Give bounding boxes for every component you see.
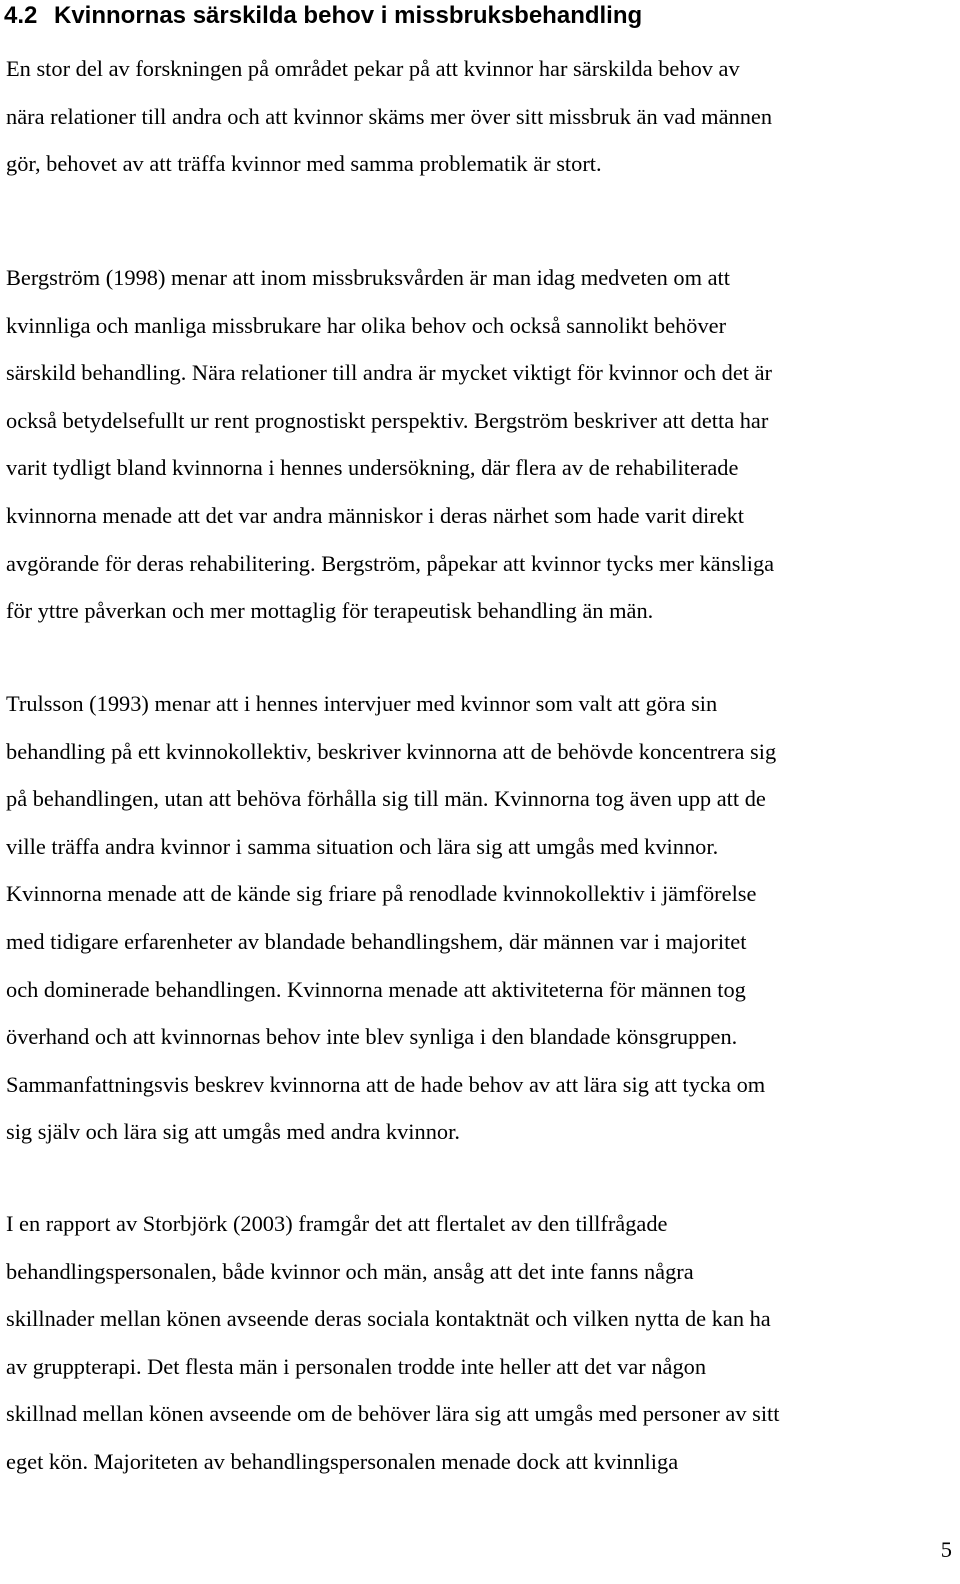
paragraph-1 <box>6 45 956 188</box>
section-heading <box>4 0 642 32</box>
paragraph-line: eget kön. Majoriteten av behandlingspersonalen menade dock att kvinnliga <box>6 1448 679 1474</box>
paragraph-line: också betydelsefullt ur rent prognostiskt perspektiv. Bergström beskriver att detta har <box>6 407 769 433</box>
paragraph-line: och dominerade behandlingen. Kvinnorna menade att aktiviteterna för männen tog <box>6 976 746 1002</box>
paragraph-line: behandling på ett kvinnokollektiv, beskriver kvinnorna att de behövde koncentrera sig <box>6 738 777 764</box>
paragraph-3 <box>6 680 956 1156</box>
paragraph-line: En stor del av forskningen på området pekar på att kvinnor har särskilda behov av <box>6 56 740 81</box>
paragraph-line: Trulsson (1993) menar att i hennes intervjuer med kvinnor som valt att göra sin <box>6 691 718 716</box>
paragraph-line: kvinnliga och manliga missbrukare har olika behov och också sannolikt behöver <box>6 312 727 338</box>
paragraph-line: varit tydligt bland kvinnorna i hennes undersökning, där flera av de rehabiliterade <box>6 455 739 481</box>
paragraph-line: avgörande för deras rehabilitering. Bergström, påpekar att kvinnor tycks mer känsliga <box>6 550 775 576</box>
paragraph-2 <box>6 254 956 635</box>
paragraph-line: skillnad mellan könen avseende om de behöver lära sig att umgås med personer av sitt <box>6 1401 780 1427</box>
paragraph-line: sig själv och lära sig att umgås med andra kvinnor. <box>6 1119 460 1145</box>
page-number: 5 <box>940 1537 952 1562</box>
paragraph-line: ville träffa andra kvinnor i samma situation och lära sig att umgås med kvinnor. <box>6 833 719 859</box>
section-title: Kvinnornas särskilda behov i missbruksbehandling <box>54 2 643 29</box>
paragraph-line: behandlingspersonalen, både kvinnor och män, ansåg att det inte fanns några <box>6 1258 694 1284</box>
paragraph-line: skillnader mellan könen avseende deras sociala kontaktnät och vilken nytta de kan ha <box>6 1306 771 1332</box>
paragraph-line: kvinnorna menade att det var andra människor i deras närhet som hade varit direkt <box>6 502 745 528</box>
paragraph-line: Bergström (1998) menar att inom missbruksvården är man idag medveten om att <box>6 265 731 290</box>
paragraph-line: av gruppterapi. Det flesta män i personalen trodde inte heller att det var någon <box>6 1353 707 1379</box>
paragraph-line: överhand och att kvinnornas behov inte blev synliga i den blandade könsgruppen. <box>6 1024 738 1050</box>
paragraph-line: Kvinnorna menade att de kände sig friare på renodlade kvinnokollektiv i jämförelse <box>6 881 757 907</box>
paragraph-line: Sammanfattningsvis beskrev kvinnorna att de hade behov av att lära sig att tycka om <box>6 1071 766 1097</box>
paragraph-line: särskild behandling. Nära relationer till andra är mycket viktigt för kvinnor och det är <box>6 360 773 386</box>
paragraph-line: I en rapport av Storbjörk (2003) framgår det att flertalet av den tillfrågade <box>6 1211 668 1236</box>
paragraph-line: gör, behovet av att träffa kvinnor med samma problematik är stort. <box>6 151 602 177</box>
paragraph-line: på behandlingen, utan att behöva förhålla sig till män. Kvinnorna tog även upp att de <box>6 786 766 812</box>
paragraph-4 <box>6 1200 956 1486</box>
paragraph-line: med tidigare erfarenheter av blandade behandlingshem, där männen var i majoritet <box>6 928 747 954</box>
paragraph-line: för yttre påverkan och mer mottaglig för terapeutisk behandling än män. <box>6 598 654 624</box>
paragraph-line: nära relationer till andra och att kvinnor skäms mer över sitt missbruk än vad männen <box>6 103 773 129</box>
section-number: 4.2 <box>4 2 38 29</box>
